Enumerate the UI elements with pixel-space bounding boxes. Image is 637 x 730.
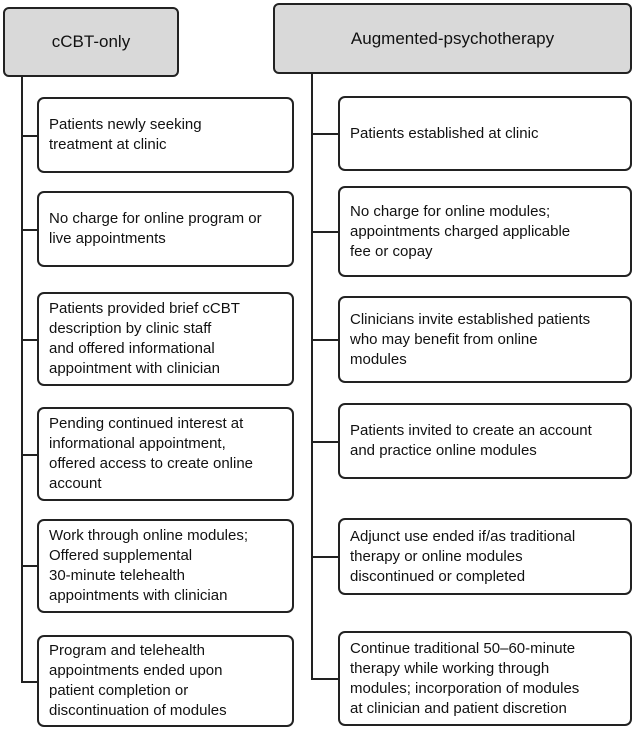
left-connector [21, 339, 38, 341]
ccbt-step-box [37, 97, 294, 173]
ccbt-step-text: Patients provided brief cCBT description by clinic staff and offered informational appointment with clinician [49, 300, 240, 377]
right-connector [311, 441, 339, 443]
ccbt-step-text: Program and telehealth appointments ended upon patient completion or discontinuation of modules [49, 642, 227, 719]
left-connector [21, 135, 38, 137]
left-spine-line [21, 77, 23, 683]
augmented-step-text: Patients invited to create an account and practice online modules [350, 422, 592, 459]
augmented-step-text: No charge for online modules; appointments charged applicable fee or copay [350, 202, 571, 260]
augmented-psychotherapy-header-label: Augmented-psychotherapy [350, 28, 555, 48]
augmented-step-box [338, 631, 632, 726]
ccbt-step-box [37, 519, 294, 613]
ccbt-step-box [37, 635, 294, 727]
augmented-step-text: Continue traditional 50–60-minute therapy while working through modules; incorporation of modules at clinician and patient discretion [350, 639, 580, 717]
augmented-step-text: Patients established at clinic [350, 124, 539, 142]
ccbt-step-text: No charge for online program or live appointments [49, 210, 262, 247]
left-connector [21, 229, 38, 231]
right-connector [311, 556, 339, 558]
left-connector [21, 681, 38, 683]
right-connector [311, 133, 339, 135]
augmented-step-box [338, 518, 632, 595]
augmented-step-box [338, 186, 632, 277]
augmented-step-text: Adjunct use ended if/as traditional therapy or online modules discontinued or completed [350, 527, 576, 585]
augmented-psychotherapy-header [273, 3, 632, 74]
ccbt-only-header-label: cCBT-only [51, 32, 131, 51]
augmented-step-box [338, 96, 632, 171]
ccbt-step-text: Patients newly seeking treatment at clinic [49, 116, 202, 153]
ccbt-step-text: Pending continued interest at informational appointment, offered access to create online account [49, 415, 254, 492]
ccbt-step-box [37, 292, 294, 386]
ccbt-only-header [3, 7, 179, 77]
augmented-step-text: Clinicians invite established patients who may benefit from online modules [350, 310, 591, 368]
augmented-step-box [338, 296, 632, 383]
ccbt-step-text: Work through online modules; Offered supplemental 30-minute telehealth appointments with clinician [49, 527, 248, 604]
left-connector [21, 565, 38, 567]
augmented-step-box [338, 403, 632, 479]
right-connector [311, 231, 339, 233]
right-connector [311, 339, 339, 341]
right-connector [311, 678, 339, 680]
ccbt-step-box [37, 191, 294, 267]
left-connector [21, 454, 38, 456]
ccbt-step-box [37, 407, 294, 501]
right-spine-line [311, 74, 313, 680]
